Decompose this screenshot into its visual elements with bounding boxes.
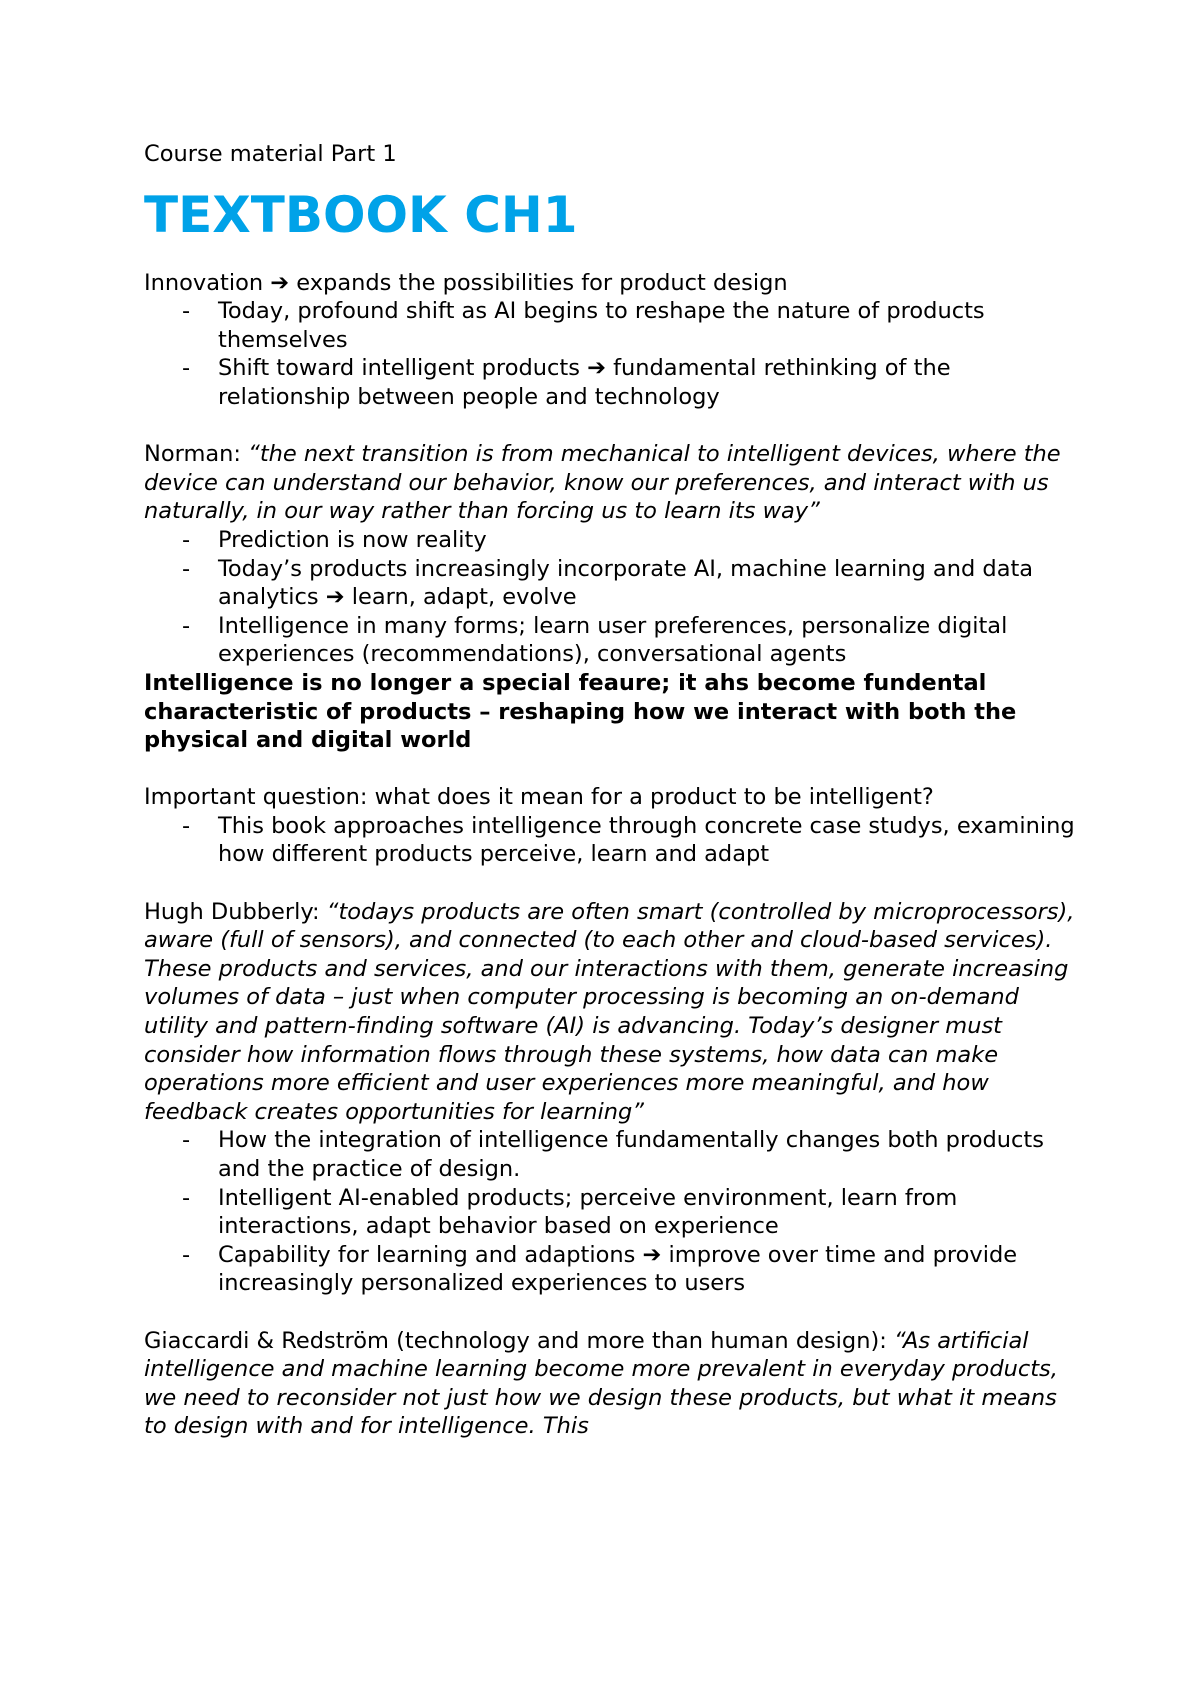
section-innovation	[144, 269, 1080, 412]
quote-text: “the next transition is from mechanical to intelligent devices, where the device can understand our behavior, know our preferences, and interact with us naturally, in our way rather than forcing us to learn its way”	[144, 441, 1061, 525]
list-item: - Capability for learning and adaptions ➔ improve over time and provide increasingly personalized experiences to users	[144, 1241, 1080, 1298]
course-label: Course material Part 1	[144, 141, 397, 167]
page-title: TEXTBOOK CH1	[144, 185, 578, 244]
bold-statement: Intelligence is no longer a special feaure; it ahs become fundental characteristic of products – reshaping how we interact with both the physical and digital world	[144, 669, 1017, 754]
list-item: - Prediction is now reality	[144, 526, 1080, 555]
quote-speaker: Norman:	[144, 441, 249, 468]
section-norman	[144, 440, 1080, 755]
innovation-text-rest: expands the possibilities for product design	[289, 269, 788, 296]
bullet-list	[144, 526, 1080, 669]
list-item: - Intelligence in many forms; learn user preferences, personalize digital experiences (recommendations), conversational agents	[144, 612, 1080, 669]
innovation-line	[144, 269, 1080, 298]
bullet-list	[144, 812, 1080, 869]
bullet-list	[144, 297, 1080, 411]
list-item: - This book approaches intelligence through concrete case studys, examining how different products perceive, learn and adapt	[144, 812, 1080, 869]
list-item: - Shift toward intelligent products ➔ fundamental rethinking of the relationship between people and technology	[144, 354, 1080, 411]
innovation-text: Innovation	[144, 269, 271, 296]
quote-text: “todays products are often smart (controlled by microprocessors), aware (full of sensors), and connected (to each other and cloud-based services). These products and services, and our interactions with them, generate increasing volumes of data – just when computer processing is becoming an on-demand utility and pattern-finding software (AI) is advancing. Today’s designer must consider how information flows through these systems, how data can make operations more efficient and user experiences more meaningful, and how feedback creates opportunities for learning”	[144, 898, 1075, 1125]
giaccardi-quote-paragraph	[144, 1327, 1080, 1441]
section-giaccardi	[144, 1327, 1080, 1441]
norman-quote-paragraph	[144, 440, 1080, 526]
quote-speaker: Hugh Dubberly:	[144, 898, 327, 925]
list-item: - How the integration of intelligence fundamentally changes both products and the practice of design.	[144, 1126, 1080, 1183]
section-important-question	[144, 783, 1080, 869]
bullet-list	[144, 1126, 1080, 1298]
list-item: - Today’s products increasingly incorporate AI, machine learning and data analytics ➔ learn, adapt, evolve	[144, 555, 1080, 612]
question-line: Important question: what does it mean for a product to be intelligent?	[144, 784, 934, 811]
list-item: - Today, profound shift as AI begins to reshape the nature of products themselves	[144, 297, 1080, 354]
quote-speaker: Giaccardi & Redström (technology and more than human design):	[144, 1327, 894, 1354]
section-dubberly	[144, 898, 1080, 1298]
quote-text: “As artificial intelligence and machine learning become more prevalent in everyday products, we need to reconsider not just how we design these products, but what it means to design with and for intelligence. This	[144, 1327, 1058, 1440]
list-item: - Intelligent AI-enabled products; perceive environment, learn from interactions, adapt behavior based on experience	[144, 1184, 1080, 1241]
arrow-icon: ➔	[270, 269, 290, 296]
dubberly-quote-paragraph	[144, 898, 1080, 1127]
